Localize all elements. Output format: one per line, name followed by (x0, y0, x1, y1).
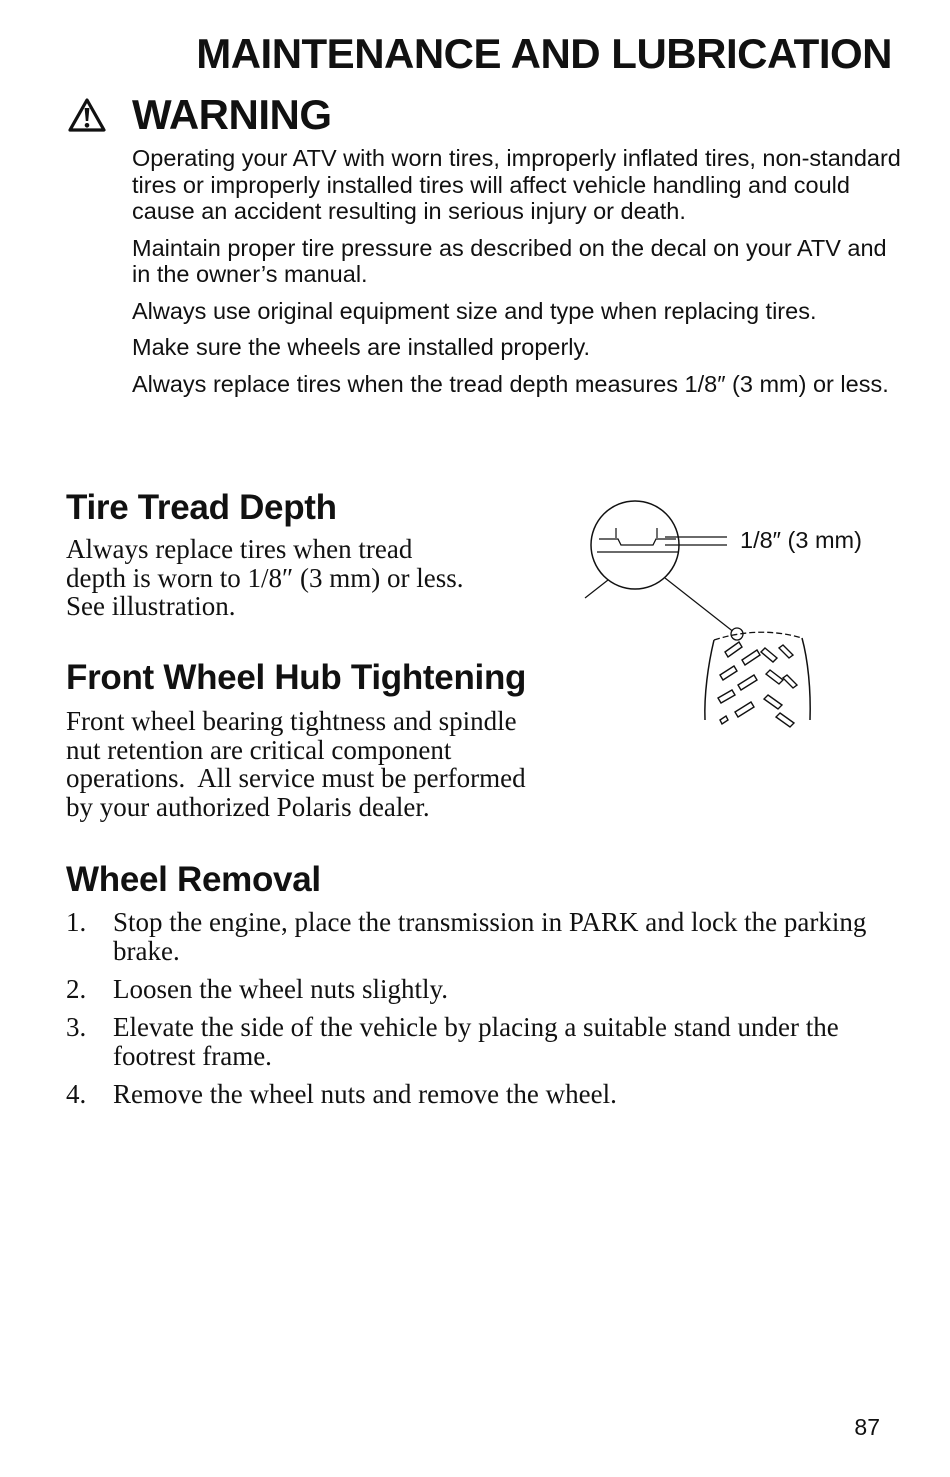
step-text: Stop the engine, place the transmission in PARK and lock the parking brake. (113, 907, 867, 966)
step-number: 1. (66, 907, 87, 937)
wheel-removal-steps (66, 908, 906, 1118)
list-item (66, 908, 906, 966)
hub-tightening-line: Front wheel bearing tightness and spindle (66, 706, 517, 736)
step-number: 3. (66, 1012, 87, 1042)
step-number: 4. (66, 1079, 87, 1109)
warning-heading (68, 90, 332, 140)
page-header: MAINTENANCE AND LUBRICATION (196, 30, 892, 77)
warning-body (132, 145, 902, 407)
warning-paragraph: Operating your ATV with worn tires, improperly inflated tires, non-standard tires or improperly installed tires will affect vehicle handling and could cause an accident resulting in serious injury or death. (132, 145, 901, 224)
hub-tightening-line: nut retention are critical component (66, 734, 452, 765)
step-text: Loosen the wheel nuts slightly. (113, 974, 448, 1004)
hub-tightening-heading: Front Wheel Hub Tightening (66, 658, 527, 697)
tread-depth-text (66, 535, 546, 621)
warning-paragraph: Always use original equipment size and type when replacing tires. (132, 297, 817, 324)
tread-depth-line: See illustration. (66, 591, 236, 621)
step-text: Remove the wheel nuts and remove the wheel. (113, 1079, 617, 1109)
hub-tightening-line: by your authorized Polaris dealer. (66, 791, 430, 822)
warning-paragraph: Always replace tires when the tread depth measures 1/8″ (3 mm) or less. (132, 370, 889, 397)
hub-tightening-line: operations. All service must be performed (66, 763, 526, 793)
warning-title: WARNING (132, 91, 332, 138)
page-number: 87 (854, 1414, 880, 1440)
step-text: Elevate the side of the vehicle by placing a suitable stand under the footrest frame. (113, 1012, 839, 1071)
wheel-removal-heading: Wheel Removal (66, 860, 321, 899)
tread-depth-line: depth is worn to 1/8″ (3 mm) or less. (66, 562, 464, 593)
list-item (66, 1080, 906, 1109)
list-item (66, 975, 906, 1004)
warning-triangle-icon (68, 98, 106, 132)
list-item (66, 1013, 906, 1071)
step-number: 2. (66, 974, 87, 1004)
tread-depth-label: 1/8″ (3 mm) (740, 527, 862, 553)
tread-depth-heading: Tire Tread Depth (66, 488, 337, 527)
tread-depth-line: Always replace tires when tread (66, 534, 413, 564)
warning-paragraph: Make sure the wheels are installed properly. (132, 334, 591, 360)
hub-tightening-text (66, 707, 586, 821)
warning-paragraph: Maintain proper tire pressure as described on the decal on your ATV and in the owner’s manual. (132, 234, 887, 287)
